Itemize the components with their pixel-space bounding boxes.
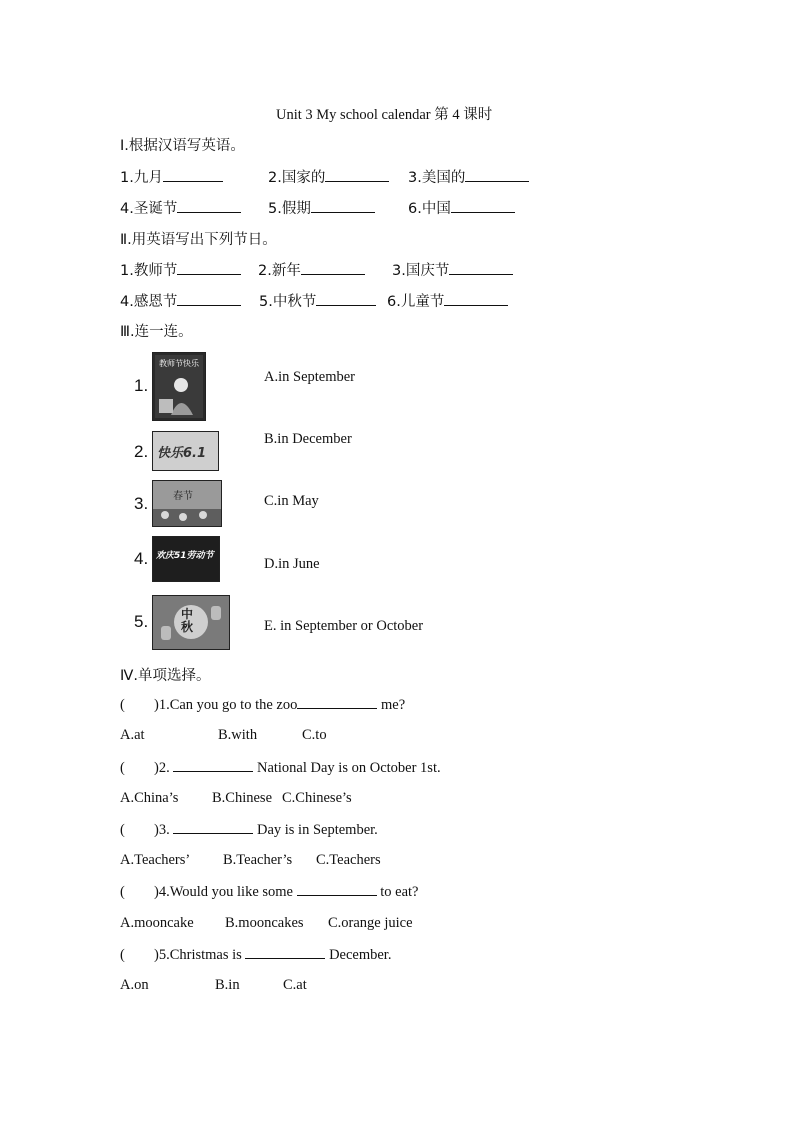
s2-item-6: 6.儿童节 — [387, 294, 445, 310]
question-2 — [120, 759, 441, 777]
question-4-stem: )4.Would you like some — [154, 884, 297, 900]
section-1-row-1b — [268, 166, 389, 187]
choice-c[interactable]: C.Chinese’s — [282, 790, 352, 806]
choice-a[interactable]: A.at — [120, 727, 145, 743]
section-2-row-2a — [120, 290, 241, 311]
spring-festival-picture[interactable] — [152, 480, 222, 527]
picture-number-4: 4. — [134, 549, 149, 568]
choice-b[interactable]: B.Chinese — [212, 790, 273, 806]
childrens-day-picture[interactable] — [152, 431, 219, 471]
labour-day-picture[interactable] — [152, 536, 220, 582]
mid-autumn-caption: 中秋 — [181, 607, 194, 634]
question-2-tail: National Day is on October 1st. — [253, 760, 441, 776]
answer-paren[interactable]: ( — [120, 697, 125, 713]
picture-number-1: 1. — [134, 376, 149, 395]
answer-blank[interactable] — [177, 262, 241, 275]
answer-blank[interactable] — [163, 169, 223, 182]
section-2-row-2b — [259, 290, 376, 311]
answer-paren[interactable]: ( — [120, 822, 125, 838]
match-option-c[interactable]: C.in May — [264, 493, 319, 509]
match-option-e[interactable]: E. in September or October — [264, 618, 424, 634]
title-text: Unit 3 My school calendar 第 4 课时 — [276, 107, 493, 123]
picture-number-5: 5. — [134, 612, 149, 631]
answer-blank[interactable] — [325, 169, 389, 182]
choice-c[interactable]: C.at — [283, 977, 307, 993]
question-5-stem: )5.Christmas is — [154, 947, 246, 963]
choice-b[interactable]: B.in — [215, 977, 240, 993]
section-1-row-1 — [120, 166, 223, 187]
answer-blank[interactable] — [449, 262, 513, 275]
mid-autumn-picture[interactable] — [152, 595, 230, 650]
question-3-tail: Day is in September. — [253, 822, 378, 838]
s1-item-5: 5.假期 — [268, 201, 311, 217]
choice-c[interactable]: C.to — [302, 727, 327, 743]
s2-item-5: 5.中秋节 — [259, 294, 317, 310]
section-2-heading: Ⅱ.用英语写出下列节日。 — [120, 232, 277, 248]
s2-item-2: 2.新年 — [258, 263, 301, 279]
match-option-a[interactable]: A.in September — [264, 369, 356, 385]
choice-a[interactable]: A.mooncake — [120, 915, 194, 931]
answer-blank[interactable] — [316, 293, 376, 306]
page-title — [276, 103, 492, 124]
s2-item-4: 4.感恩节 — [120, 294, 178, 310]
question-5 — [120, 946, 391, 964]
teachers-day-picture[interactable] — [152, 352, 206, 421]
question-4-choices — [120, 915, 413, 932]
labour-day-caption: 欢庆51劳动节 — [156, 551, 214, 561]
question-1-stem: )1.Can you go to the zoo — [154, 697, 298, 713]
question-1 — [120, 696, 405, 714]
section-2-row-1c — [392, 259, 513, 280]
answer-paren[interactable]: ( — [120, 884, 125, 900]
section-1-heading: Ⅰ.根据汉语写英语。 — [120, 138, 245, 154]
question-4-tail: to eat? — [376, 884, 419, 900]
question-3-stem: )3. — [154, 822, 174, 838]
section-3-heading: Ⅲ.连一连。 — [120, 324, 193, 340]
answer-blank[interactable] — [297, 883, 377, 896]
question-4 — [120, 883, 418, 901]
answer-blank[interactable] — [173, 821, 253, 834]
answer-blank[interactable] — [177, 293, 241, 306]
choice-b[interactable]: B.Teacher’s — [223, 852, 293, 868]
choice-a[interactable]: A.Teachers’ — [120, 852, 191, 868]
choice-a[interactable]: A.on — [120, 977, 149, 993]
answer-blank[interactable] — [465, 169, 529, 182]
question-1-tail: me? — [377, 697, 406, 713]
spring-festival-caption: 春节 — [173, 491, 193, 502]
answer-blank[interactable] — [311, 200, 375, 213]
choice-b[interactable]: B.mooncakes — [225, 915, 304, 931]
s1-item-4: 4.圣诞节 — [120, 201, 178, 217]
answer-blank[interactable] — [177, 200, 241, 213]
picture-number-3: 3. — [134, 494, 149, 513]
choice-c[interactable]: C.orange juice — [328, 915, 413, 931]
question-2-choices — [120, 790, 352, 807]
question-3-choices — [120, 852, 381, 869]
answer-blank[interactable] — [245, 946, 325, 959]
answer-blank[interactable] — [173, 759, 253, 772]
answer-blank[interactable] — [297, 696, 377, 709]
section-1-row-1c — [408, 166, 529, 187]
s2-item-3: 3.国庆节 — [392, 263, 450, 279]
childrens-day-caption: 快乐6.1 — [157, 446, 207, 461]
section-2-row-1b — [258, 259, 365, 280]
section-2-row-1a — [120, 259, 241, 280]
answer-blank[interactable] — [451, 200, 515, 213]
question-5-choices — [120, 977, 307, 994]
s2-item-1: 1.教师节 — [120, 263, 178, 279]
match-option-d[interactable]: D.in June — [264, 556, 320, 572]
section-1-row-2 — [120, 197, 241, 218]
question-2-stem: )2. — [154, 760, 174, 776]
answer-paren[interactable]: ( — [120, 760, 125, 776]
section-1-row-2b — [268, 197, 375, 218]
choice-c[interactable]: C.Teachers — [316, 852, 381, 868]
section-4-heading: Ⅳ.单项选择。 — [120, 668, 211, 684]
answer-blank[interactable] — [301, 262, 365, 275]
s1-item-1: 1.九月 — [120, 170, 163, 186]
question-1-choices — [120, 727, 327, 744]
picture-number-2: 2. — [134, 442, 149, 461]
question-3 — [120, 821, 378, 839]
choice-a[interactable]: A.China’s — [120, 790, 179, 806]
s1-item-6: 6.中国 — [408, 201, 451, 217]
s1-item-2: 2.国家的 — [268, 170, 326, 186]
s1-item-3: 3.美国的 — [408, 170, 466, 186]
teachers-day-caption: 教师节快乐 — [159, 359, 199, 368]
section-2-row-2c — [387, 290, 508, 311]
answer-paren[interactable]: ( — [120, 947, 125, 963]
answer-blank[interactable] — [444, 293, 508, 306]
section-1-row-2c — [408, 197, 515, 218]
question-5-tail: December. — [325, 947, 392, 963]
choice-b[interactable]: B.with — [218, 727, 258, 743]
match-option-b[interactable]: B.in December — [264, 431, 352, 447]
